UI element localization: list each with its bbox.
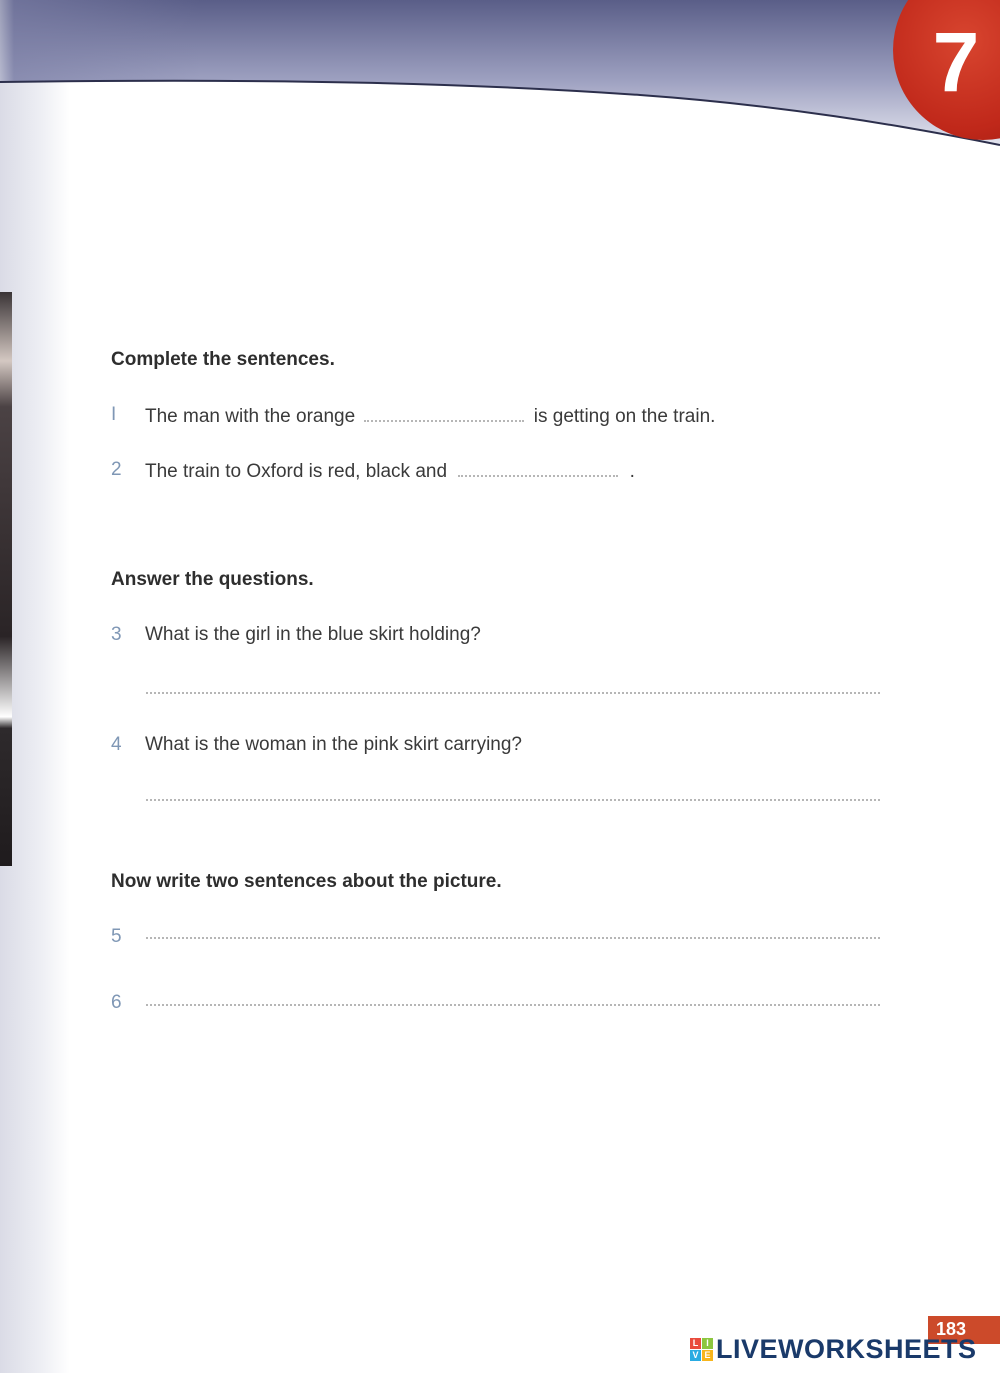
answer-line-3[interactable]: [146, 692, 880, 694]
logo-letter-l: L: [690, 1338, 701, 1349]
blank-2[interactable]: [458, 459, 618, 477]
question-3: What is the girl in the blue skirt holding?: [145, 624, 481, 645]
item-number-4: 4: [111, 734, 122, 755]
liveworksheets-logo: [690, 1334, 977, 1364]
answer-line-4[interactable]: [146, 799, 880, 801]
logo-letter-i: I: [702, 1338, 713, 1349]
sentence-1: [145, 404, 715, 428]
sentence-1-before: The man with the orange: [145, 406, 356, 427]
sentence-2: [145, 459, 635, 483]
heading-answer-questions: Answer the questions.: [111, 569, 314, 590]
sentence-1-after: is getting on the train.: [533, 406, 716, 427]
liveworksheets-icon: [690, 1338, 713, 1361]
answer-line-6[interactable]: [146, 1004, 880, 1006]
blank-1[interactable]: [364, 404, 524, 422]
logo-letter-e: E: [702, 1350, 713, 1361]
question-4: What is the woman in the pink skirt carrying?: [145, 734, 522, 755]
sentence-2-after: .: [629, 461, 635, 482]
item-number-6: 6: [111, 992, 122, 1013]
header-band: [0, 0, 1000, 150]
heading-write-sentences: Now write two sentences about the picture.: [111, 871, 502, 892]
item-number-5: 5: [111, 926, 122, 947]
photo-strip: [0, 292, 12, 866]
page-number: 183: [936, 1319, 967, 1339]
item-number-3: 3: [111, 624, 122, 645]
logo-letter-v: V: [690, 1350, 701, 1361]
unit-number: 7: [932, 15, 980, 109]
brand-name: LIVEWORKSHEETS: [716, 1333, 977, 1364]
answer-line-5[interactable]: [146, 937, 880, 939]
heading-complete-sentences: Complete the sentences.: [111, 349, 335, 370]
sentence-2-before: The train to Oxford is red, black and: [145, 461, 448, 482]
item-number-1: I: [111, 404, 117, 425]
item-number-2: 2: [111, 459, 122, 480]
